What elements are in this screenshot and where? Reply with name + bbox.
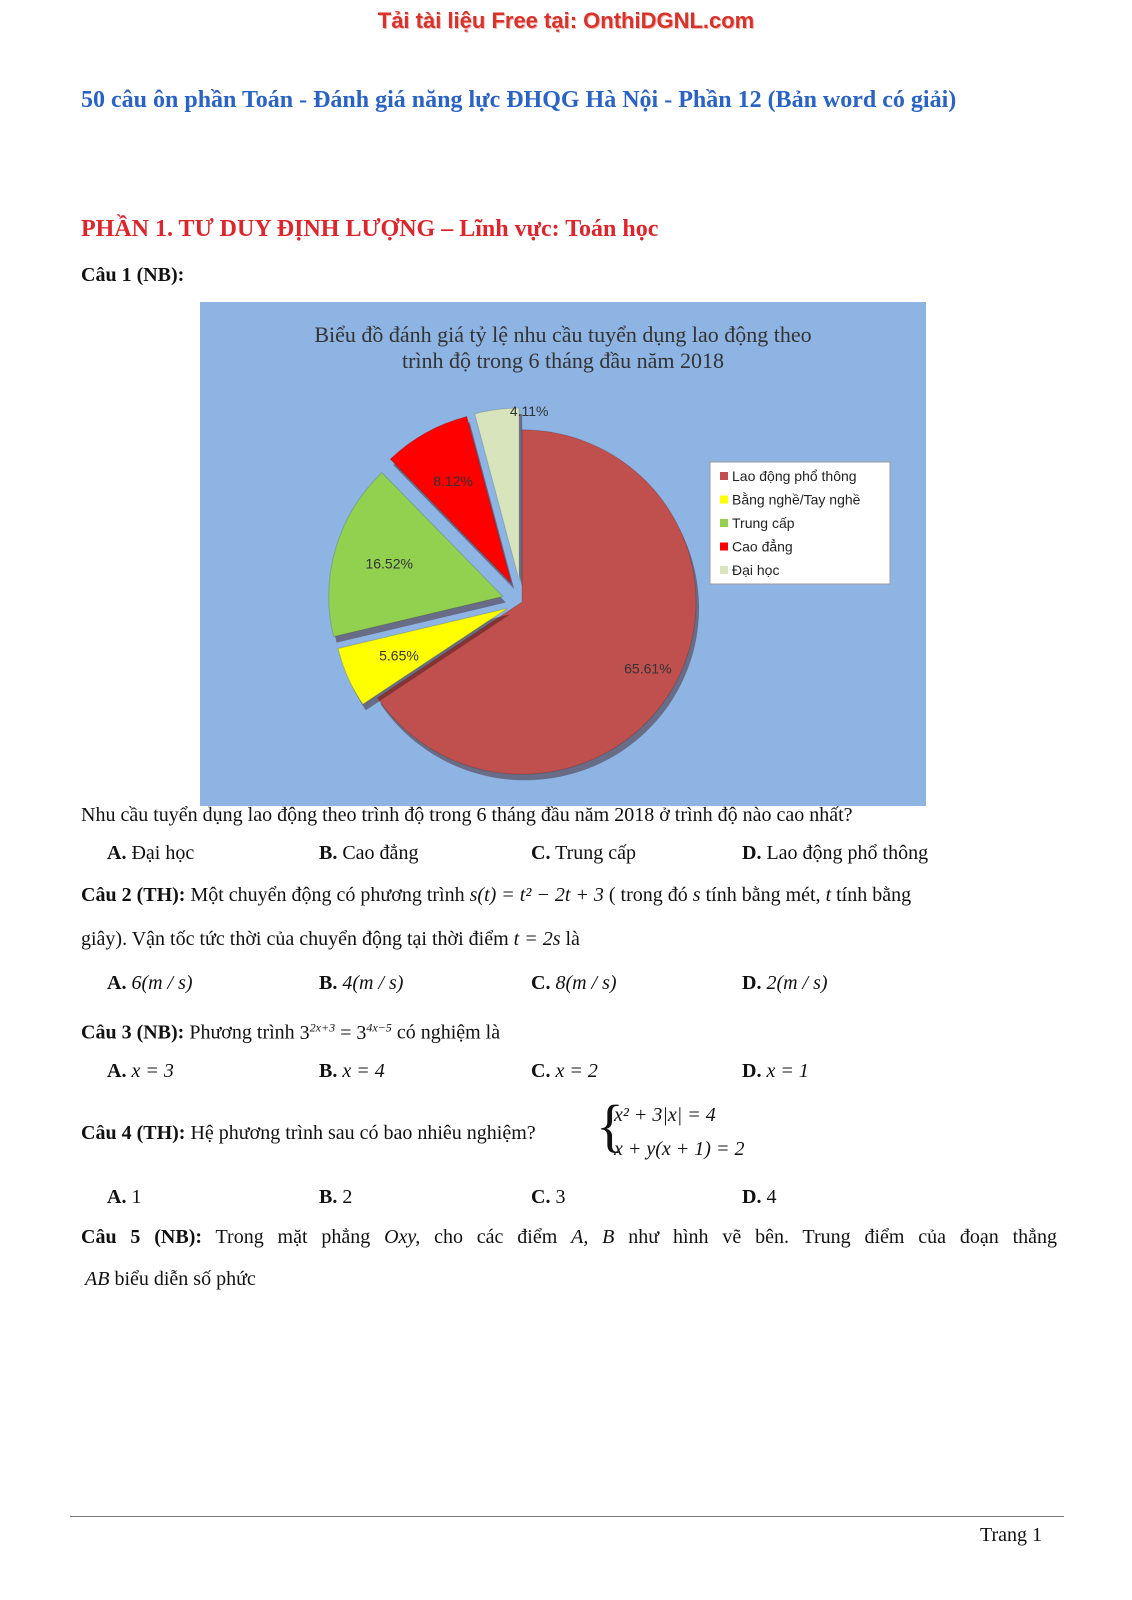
- q2-var-t: t: [825, 884, 832, 906]
- option-letter: B.: [319, 1060, 338, 1082]
- q1-option-c[interactable]: [531, 842, 636, 865]
- option-text: 3: [555, 1186, 566, 1208]
- q5-label: Câu 5 (NB):: [81, 1226, 203, 1248]
- section-title: PHẦN 1. TƯ DUY ĐỊNH LƯỢNG – Lĩnh vực: Toán học: [81, 216, 659, 242]
- q3-base: 3: [299, 1021, 310, 1044]
- q3-exponent: 2x+3: [309, 1020, 336, 1034]
- q1-option-a[interactable]: [107, 842, 194, 865]
- q2-text: ( trong đó: [608, 884, 688, 906]
- legend-swatch-trung-cap: [720, 519, 728, 527]
- option-letter: C.: [531, 1060, 551, 1082]
- q4-option-b[interactable]: [319, 1186, 352, 1209]
- q5-points: A, B: [571, 1226, 615, 1248]
- option-text: Lao động phổ thông: [766, 842, 929, 864]
- q2-text: tính bằng mét,: [705, 884, 821, 906]
- q4-option-a[interactable]: [107, 1186, 141, 1209]
- q5-line-2: [85, 1268, 256, 1291]
- option-letter: D.: [742, 1060, 762, 1082]
- q1-option-b[interactable]: [319, 842, 418, 865]
- q2-text: tính bằng: [836, 884, 912, 906]
- q4-option-d[interactable]: [742, 1186, 776, 1209]
- option-text: x = 4: [342, 1060, 385, 1082]
- option-text: 1: [131, 1186, 142, 1208]
- q5-text: Trong mặt phẳng: [215, 1226, 371, 1248]
- option-letter: A.: [107, 842, 127, 864]
- q3-option-b[interactable]: [319, 1060, 385, 1083]
- option-letter: A.: [107, 972, 127, 994]
- q5-line-1: [81, 1226, 1057, 1249]
- q2-var-s: s: [692, 884, 701, 906]
- page-number: Trang 1: [980, 1524, 1043, 1546]
- q3-option-c[interactable]: [531, 1060, 598, 1083]
- q2-option-c[interactable]: [531, 972, 617, 995]
- option-letter: D.: [742, 1186, 762, 1208]
- q2-option-a[interactable]: [107, 972, 193, 995]
- q1-question: Nhu cầu tuyển dụng lao động theo trình độ trong 6 tháng đầu năm 2018 ở trình độ nào cao nhất?: [81, 804, 853, 826]
- q2-equation: s(t) = t² − 2t + 3: [469, 884, 604, 906]
- q3-base: = 3: [340, 1021, 367, 1044]
- legend-label-lao-dong-pho-thong: Lao động phổ thông: [732, 468, 857, 484]
- option-text: 6(m / s): [131, 972, 193, 994]
- option-text: 2(m / s): [766, 972, 828, 994]
- q2-label: Câu 2 (TH):: [81, 884, 186, 906]
- q4-text: Hệ phương trình sau có bao nhiêu nghiệm?: [190, 1122, 536, 1144]
- option-text: x = 3: [131, 1060, 174, 1082]
- q5-text: như hình vẽ bên. Trung điểm của đoạn thẳng: [628, 1226, 1058, 1248]
- pie-chart: [200, 302, 926, 806]
- option-letter: D.: [742, 972, 762, 994]
- q2-text: giây). Vận tốc tức thời của chuyển động tại thời điểm: [81, 928, 509, 950]
- q2-text: Một chuyển động có phương trình: [190, 884, 465, 906]
- q2-line-2: [81, 928, 580, 951]
- option-text: 4(m / s): [342, 972, 404, 994]
- legend-label-dai-hoc: Đại học: [732, 562, 780, 578]
- legend-swatch-lao-dong-pho-thong: [720, 472, 728, 480]
- option-letter: C.: [531, 1186, 551, 1208]
- option-letter: B.: [319, 1186, 338, 1208]
- data-label-trung-cap: 16.52%: [365, 555, 413, 572]
- option-letter: A.: [107, 1186, 127, 1208]
- q3-option-d[interactable]: [742, 1060, 809, 1083]
- option-text: Trung cấp: [555, 842, 637, 864]
- q4-line: [81, 1122, 536, 1145]
- legend-label-trung-cap: Trung cấp: [732, 515, 795, 531]
- chart-title-line-1: Biểu đồ đánh giá tỷ lệ nhu cầu tuyển dụng lao động theo: [314, 322, 812, 347]
- chart-title-line-2: trình độ trong 6 tháng đầu năm 2018: [401, 348, 725, 373]
- q2-text: là: [565, 928, 580, 950]
- option-text: 2: [342, 1186, 353, 1208]
- q3-label: Câu 3 (NB):: [81, 1021, 185, 1044]
- q2-line-1: [81, 884, 1057, 907]
- q1-option-d[interactable]: [742, 842, 928, 865]
- q4-equation-2: x + y(x + 1) = 2: [614, 1138, 745, 1160]
- brace-icon: {: [596, 1093, 624, 1158]
- legend-label-bang-nghe-tay-nghe: Bằng nghề/Tay nghề: [732, 491, 861, 508]
- q3-exponent: 4x−5: [366, 1020, 392, 1034]
- option-letter: B.: [319, 842, 338, 864]
- document-title: 50 câu ôn phần Toán - Đánh giá năng lực ĐHQG Hà Nội - Phần 12 (Bản word có giải): [81, 87, 957, 113]
- legend-swatch-bang-nghe-tay-nghe: [720, 496, 728, 504]
- q5-text: cho các điểm: [434, 1226, 558, 1248]
- q4-label: Câu 4 (TH):: [81, 1122, 186, 1144]
- q1-label: Câu 1 (NB):: [81, 264, 185, 286]
- legend-swatch-dai-hoc: [720, 566, 728, 574]
- q3-text: có nghiệm là: [396, 1021, 501, 1044]
- option-text: Cao đẳng: [342, 842, 419, 864]
- q4-equation-1: x² + 3|x| = 4: [614, 1104, 716, 1126]
- q2-option-b[interactable]: [319, 972, 403, 995]
- footer-divider: [70, 1516, 1064, 1517]
- q2-time: t = 2s: [513, 928, 561, 950]
- option-text: 4: [766, 1186, 777, 1208]
- chart-legend: [710, 462, 890, 584]
- q3-line: [81, 1020, 500, 1045]
- option-text: 8(m / s): [555, 972, 617, 994]
- option-text: x = 1: [766, 1060, 809, 1082]
- data-label-cao-dang: 8.12%: [433, 472, 473, 489]
- q2-option-d[interactable]: [742, 972, 828, 995]
- data-label-lao-dong-pho-thong: 65.61%: [624, 660, 672, 677]
- option-text: x = 2: [555, 1060, 598, 1082]
- option-letter: C.: [531, 842, 551, 864]
- q5-text: biểu diễn số phức: [114, 1268, 256, 1290]
- q5-plane: Oxy,: [384, 1226, 421, 1248]
- q4-option-c[interactable]: [531, 1186, 565, 1209]
- source-banner[interactable]: Tải tài liệu Free tại: OnthiDGNL.com: [377, 8, 755, 33]
- data-label-bang-nghe-tay-nghe: 5.65%: [379, 647, 419, 664]
- data-label-dai-hoc: 4.11%: [509, 403, 549, 419]
- legend-label-cao-dang: Cao đẳng: [732, 538, 793, 555]
- q5-segment: AB: [85, 1268, 110, 1290]
- legend-swatch-cao-dang: [720, 543, 728, 551]
- q3-equation: [300, 1022, 392, 1044]
- q3-option-a[interactable]: [107, 1060, 174, 1083]
- option-letter: A.: [107, 1060, 127, 1082]
- option-letter: C.: [531, 972, 551, 994]
- option-letter: D.: [742, 842, 762, 864]
- q3-text: Phương trình: [189, 1021, 295, 1044]
- option-letter: B.: [319, 972, 338, 994]
- option-text: Đại học: [131, 842, 195, 864]
